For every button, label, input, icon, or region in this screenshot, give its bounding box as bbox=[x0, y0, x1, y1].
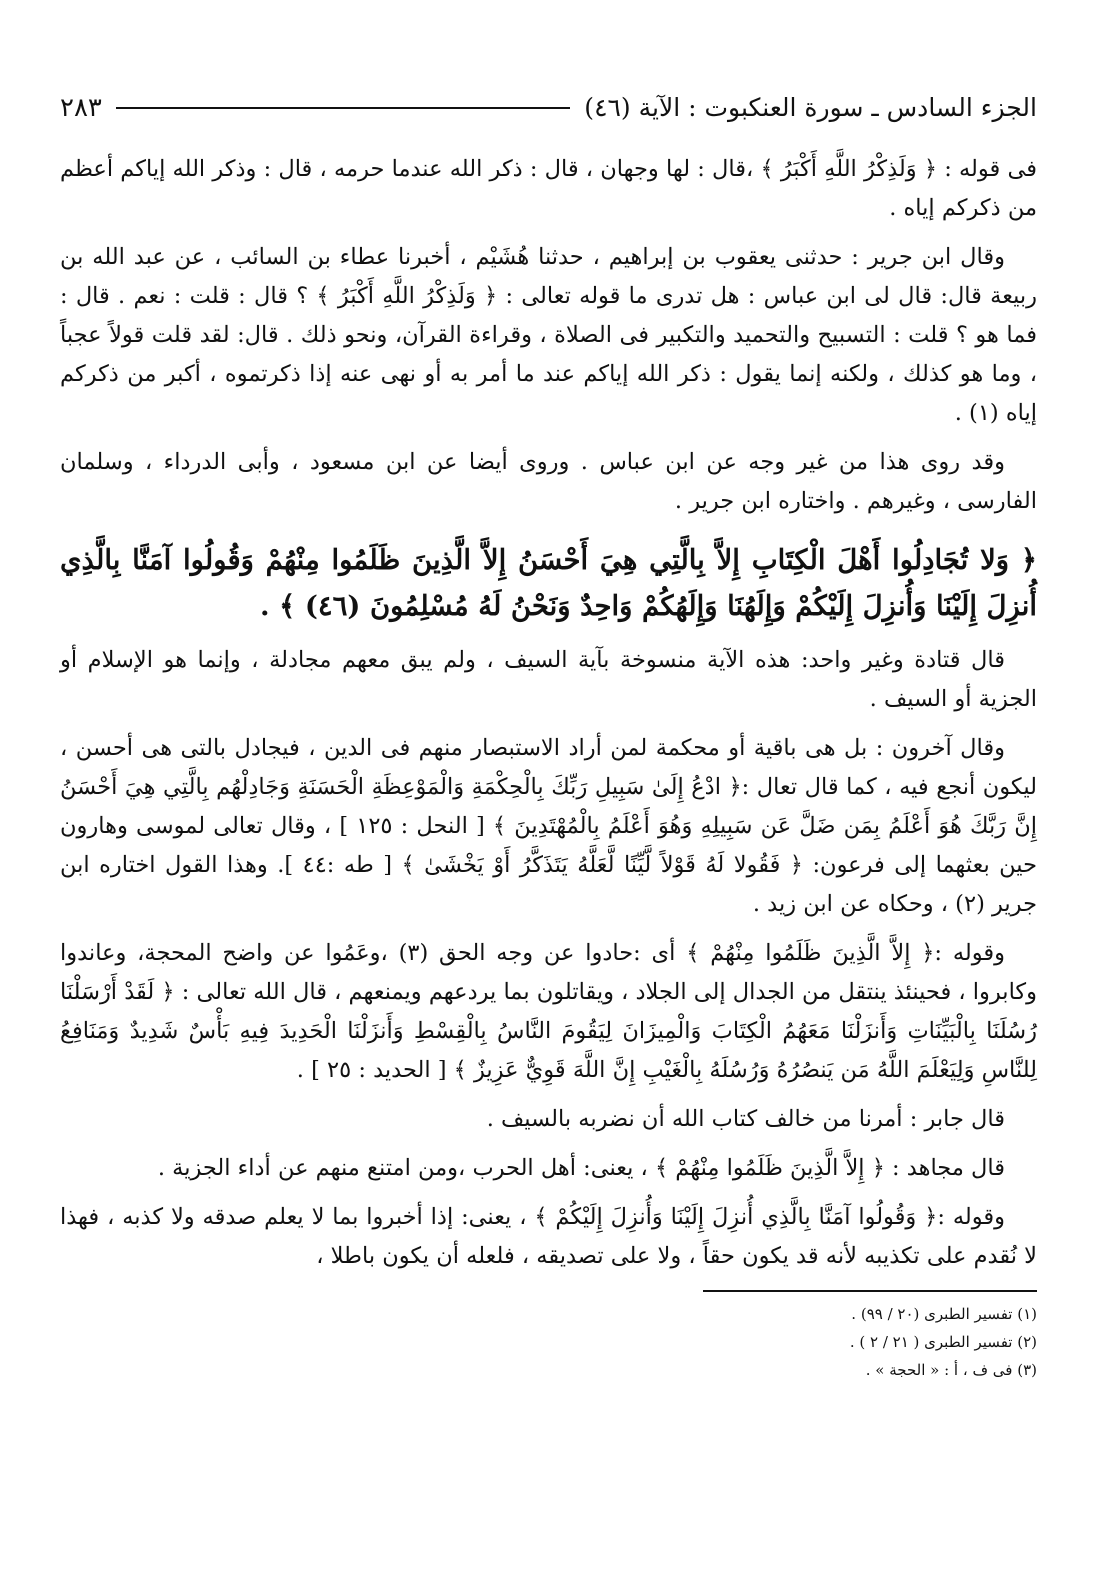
running-header bbox=[60, 88, 1037, 128]
quran-verse-46: ﴿ وَلا تُجَادِلُوا أَهْلَ الْكِتَابِ إِلاَّ بِالَّتِي هِيَ أَحْسَنُ إِلاَّ الَّذِينَ ظَلَمُوا مِنْهُمْ وَقُولُوا آمَنَّا بِالَّذِي أُنزِلَ إِلَيْنَا وَأُنزِلَ إِلَيْكُمْ وَإِلَهُنَا وَإِلَهُكُمْ وَاحِدٌ وَنَحْنُ لَهُ مُسْلِمُونَ (٤٦) ﴾ . bbox=[60, 544, 1037, 622]
header-rule bbox=[116, 107, 570, 109]
body-text bbox=[60, 150, 1037, 1276]
paragraph-4: قال قتادة وغير واحد: هذه الآية منسوخة بآية السيف ، ولم يبق معهم مجادلة ، وإنما هو الإسلام أو الجزية أو السيف . bbox=[60, 647, 1037, 712]
paragraph-7: قال جابر : أمرنا من خالف كتاب الله أن نضربه بالسيف . bbox=[486, 1106, 1005, 1132]
footnote-1: (١) تفسير الطبرى (٢٠ / ٩٩) . bbox=[851, 1305, 1037, 1323]
paragraph-1: فى قوله : ﴿ وَلَذِكْرُ اللَّهِ أَكْبَرُ ﴾ ،قال : لها وجهان ، قال : ذكر الله عندما حرمه ، قال : وذكر الله إياكم أعظم من ذكركم إياه . bbox=[60, 156, 1037, 221]
paragraph-6: وقوله :﴿ إِلاَّ الَّذِينَ ظَلَمُوا مِنْهُمْ ﴾ أى :حادوا عن وجه الحق (٣) ،وعَمُوا عن واضح المحجة، وعاندوا وكابروا ، فحينئذ ينتقل من الجدال إلى الجلاد ، ويقاتلون بما يردعهم ويمنعهم ، قال الله تعالى : ﴿ لَقَدْ أَرْسَلْنَا رُسُلَنَا بِالْبَيِّنَاتِ وَأَنزَلْنَا مَعَهُمُ الْكِتَابَ وَالْمِيزَانَ لِيَقُومَ النَّاسُ بِالْقِسْطِ وَأَنزَلْنَا الْحَدِيدَ فِيهِ بَأْسٌ شَدِيدٌ وَمَنَافِعُ لِلنَّاسِ وَلِيَعْلَمَ اللَّهُ مَن يَنصُرُهُ وَرُسُلَهُ بِالْغَيْبِ إِنَّ اللَّهَ قَوِيٌّ عَزِيزٌ ﴾ [ الحديد : ٢٥ ] . bbox=[60, 940, 1037, 1083]
header-title: الجزء السادس ـ سورة العنكبوت : الآية (٤٦) bbox=[584, 93, 1037, 122]
footnotes bbox=[60, 1290, 1037, 1384]
footnote-3: (٣) فى ف ، أ : « الحجة » . bbox=[865, 1361, 1037, 1379]
paragraph-2: وقال ابن جرير : حدثنى يعقوب بن إبراهيم ، حدثنا هُشَيْم ، أخبرنا عطاء بن السائب ، عن عبد الله بن ربيعة قال: قال لى ابن عباس : هل تدرى ما قوله تعالى : ﴿ وَلَذِكْرُ اللَّهِ أَكْبَرُ ﴾ ؟ قال : قلت : نعم . قال : فما هو ؟ قلت : التسبيح والتحميد والتكبير فى الصلاة ، وقراءة القرآن، ونحو ذلك . قال: لقد قلت قولاً عجباً ، وما هو كذلك ، ولكنه إنما يقول : ذكر الله إياكم عند ما أمر به أو نهى عنه إذا ذكرتموه ، أكبر من ذكركم إياه (١) . bbox=[60, 244, 1037, 426]
paragraph-3: وقد روى هذا من غير وجه عن ابن عباس . وروى أيضا عن ابن مسعود ، وأبى الدرداء ، وسلمان الفارسى ، وغيرهم . واختاره ابن جرير . bbox=[60, 449, 1037, 514]
paragraph-5: وقال آخرون : بل هى باقية أو محكمة لمن أراد الاستبصار منهم فى الدين ، فيجادل بالتى هى أحسن ، ليكون أنجع فيه ، كما قال تعال :﴿ ادْعُ إِلَىٰ سَبِيلِ رَبِّكَ بِالْحِكْمَةِ وَالْمَوْعِظَةِ الْحَسَنَةِ وَجَادِلْهُم بِالَّتِي هِيَ أَحْسَنُ إِنَّ رَبَّكَ هُوَ أَعْلَمُ بِمَن ضَلَّ عَن سَبِيلِهِ وَهُوَ أَعْلَمُ بِالْمُهْتَدِينَ ﴾ [ النحل : ١٢٥ ] ، وقال تعالى لموسى وهارون حين بعثهما إلى فرعون: ﴿ فَقُولا لَهُ قَوْلاً لَّيِّنًا لَّعَلَّهُ يَتَذَكَّرُ أَوْ يَخْشَىٰ ﴾ [ طه :٤٤ ]. وهذا القول اختاره ابن جرير (٢) ، وحكاه عن ابن زيد . bbox=[60, 735, 1038, 917]
paragraph-8: قال مجاهد : ﴿ إِلاَّ الَّذِينَ ظَلَمُوا مِنْهُمْ ﴾ ، يعنى: أهل الحرب ،ومن امتنع منهم عن أداء الجزية . bbox=[157, 1155, 1005, 1181]
paragraph-9: وقوله :﴿ وَقُولُوا آمَنَّا بِالَّذِي أُنزِلَ إِلَيْنَا وَأُنزِلَ إِلَيْكُمْ ﴾ ، يعنى: إذا أخبروا بما لا يعلم صدقه ولا كذبه ، فهذا لا نُقدم على تكذيبه لأنه قد يكون حقاً ، ولا على تصديقه ، فلعله أن يكون باطلا ، bbox=[60, 1204, 1037, 1269]
page-number: ٢٨٣ bbox=[60, 93, 102, 123]
footnote-rule bbox=[703, 1290, 1037, 1292]
footnote-2: (٢) تفسير الطبرى ( ٢١ / ٢ ) . bbox=[849, 1333, 1037, 1351]
